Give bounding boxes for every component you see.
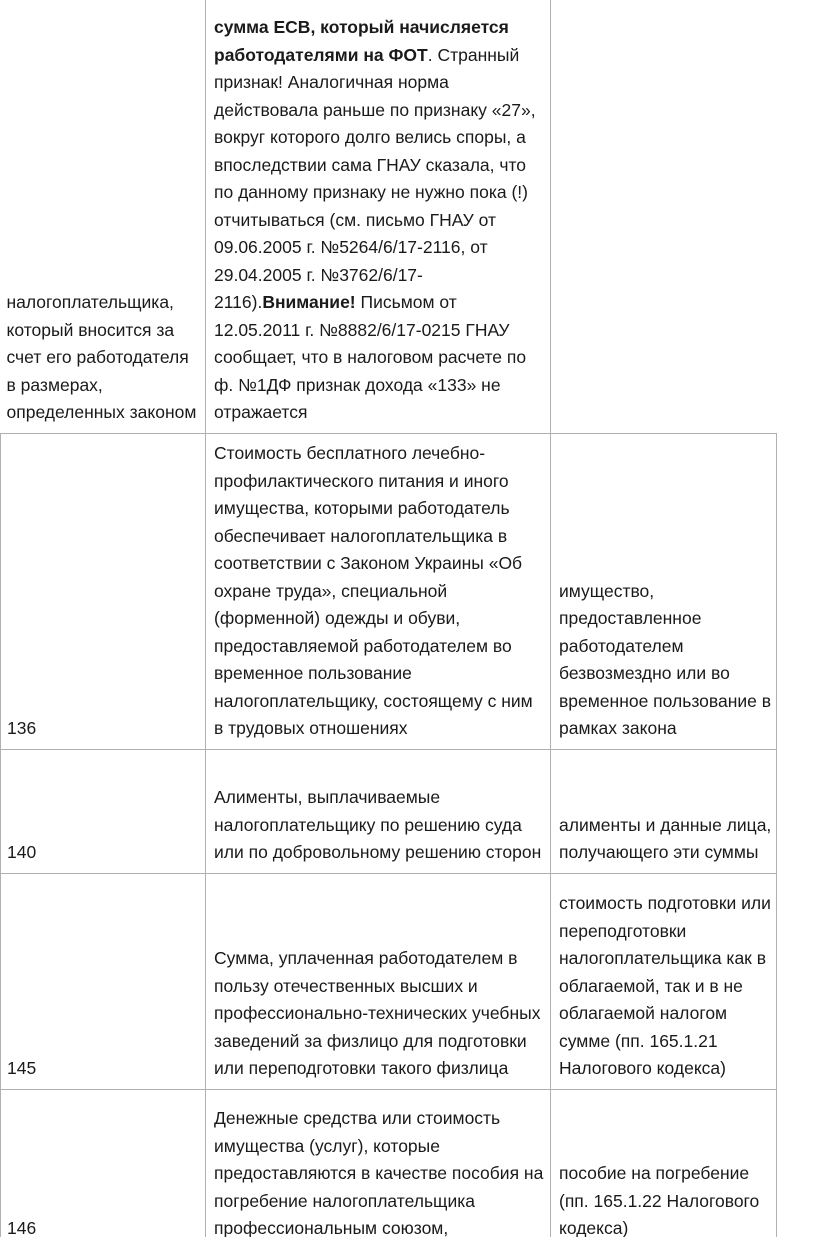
description-cell: Денежные средства или стоимость имущества (услуг), которые предоставляются в качестве пособия на погребение налогоплательщика профессиональным союзом, — [206, 1089, 551, 1237]
code-cell: 146 — [1, 1089, 206, 1237]
description-text: Письмом от 12.05.2011 г. №8882/6/17-0215 ГНАУ сообщает, что в налоговом расчете по ф. №1ДФ признак дохода «133» не отражается — [214, 292, 527, 422]
attention-text: Внимание! — [262, 292, 356, 312]
code-cell: 136 — [1, 433, 206, 749]
table-row — [1, 0, 777, 433]
note-cell: алименты и данные лица, получающего эти суммы — [551, 749, 777, 873]
description-text: . Странный признак! Аналогичная норма действовала раньше по признаку «27», вокруг которого долго велись споры, а впоследствии сама ГНАУ сказала, что по данному признаку не нужно пока (!) отчитываться (см. письмо ГНАУ от 09.06.2005 г. №5264/6/17-2116, от 29.04.2005 г. №3762/6/17-2116). — [214, 44, 536, 312]
description-cell: Сумма, уплаченная работодателем в пользу отечественных высших и профессионально-технических учебных заведений за физлицо для подготовки или переподготовки такого физлица — [206, 873, 551, 1089]
note-cell — [551, 0, 777, 433]
description-cell: Стоимость бесплатного лечебно-профилактического питания и иного имущества, которыми работодатель обеспечивает налогоплательщика в соответствии с Законом Украины «Об охране труда», специальной (форменной) одежды и обуви, предоставляемой работодателем во временное пользование налогоплательщику, состоящему с ним в трудовых отношениях — [206, 433, 551, 749]
bold-lead-text: сумма ЕСВ, который начисляется работодателями на ФОТ — [214, 17, 509, 65]
description-cell: Алименты, выплачиваемые налогоплательщику по решению суда или по добровольному решению сторон — [206, 749, 551, 873]
note-cell: пособие на погребение (пп. 165.1.22 Налогового кодекса) — [551, 1089, 777, 1237]
note-cell: имущество, предоставленное работодателем безвозмездно или во временное пользование в рамках закона — [551, 433, 777, 749]
table-row — [1, 433, 777, 749]
code-cell: 140 — [1, 749, 206, 873]
table-row — [1, 1089, 777, 1237]
note-cell: стоимость подготовки или переподготовки налогоплательщика как в облагаемой, так и в не облагаемой налогом сумме (пп. 165.1.21 Налогового кодекса) — [551, 873, 777, 1089]
table-row — [1, 873, 777, 1089]
code-cell: налогоплательщика, который вносится за счет его работодателя в размерах, определенных законом — [6, 292, 197, 422]
description-cell — [206, 0, 551, 433]
code-cell: 145 — [1, 873, 206, 1089]
table-row — [1, 749, 777, 873]
